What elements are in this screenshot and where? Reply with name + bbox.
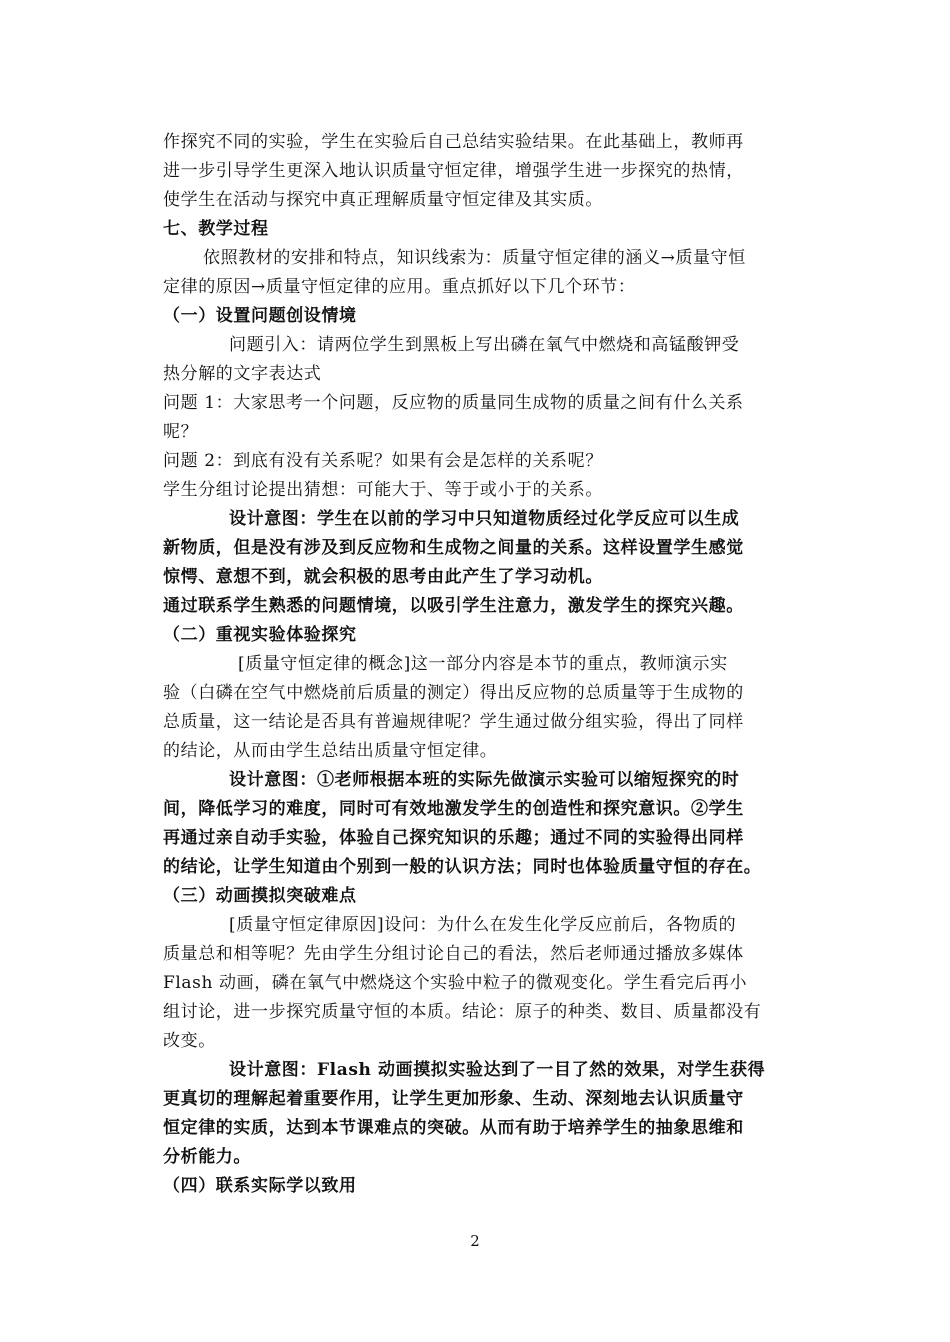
- paragraph-line: 进一步引导学生更深入地认识质量守恒定律，增强学生进一步探究的热情，: [163, 161, 744, 181]
- design-intent-line: 设计意图：学生在以前的学习中只知道物质经过化学反应可以生成: [229, 509, 740, 529]
- subsection-heading: （三）动画摸拟突破难点: [163, 886, 357, 906]
- subsection-heading: （二）重视实验体验探究: [163, 625, 357, 645]
- paragraph-line: 总质量，这一结论是否具有普遍规律呢？学生通过做分组实验，得出了同样: [163, 712, 744, 732]
- paragraph-line: 的结论，从而由学生总结出质量守恒定律。: [163, 741, 498, 761]
- subsection-heading: （四）联系实际学以致用: [163, 1176, 357, 1196]
- paragraph-line: 热分解的文字表达式: [163, 364, 322, 384]
- paragraph-line: 作探究不同的实验，学生在实验后自己总结实验结果。在此基础上，教师再: [163, 132, 744, 152]
- design-intent-line: 设计意图：Flash 动画摸拟实验达到了一目了然的效果，对学生获得: [229, 1060, 766, 1080]
- section-heading: 七、教学过程: [163, 219, 269, 239]
- paragraph-line: 学生分组讨论提出猜想：可能大于、等于或小于的关系。: [163, 480, 603, 500]
- design-intent-line: 惊愕、意想不到，就会积极的思考由此产生了学习动机。: [163, 567, 603, 587]
- paragraph-line: [质量守恒定律原因]设问：为什么在发生化学反应前后，各物质的: [229, 915, 737, 935]
- design-intent-line: 恒定律的实质，达到本节课难点的突破。从而有助于培养学生的抽象思维和: [163, 1118, 744, 1138]
- design-intent-line: 设计意图：①老师根据本班的实际先做演示实验可以缩短探究的时: [229, 770, 740, 790]
- paragraph-line: 组讨论，进一步探究质量守恒的本质。结论：原子的种类、数目、质量都没有: [163, 1002, 762, 1022]
- design-intent-line: 间，降低学习的难度，同时可有效地激发学生的创造性和探究意识。②学生: [163, 799, 744, 819]
- design-intent-line: 的结论，让学生知道由个别到一般的认识方法；同时也体验质量守恒的存在。: [163, 857, 762, 877]
- paragraph-line: 定律的原因→质量守恒定律的应用。重点抓好以下几个环节：: [163, 277, 636, 297]
- design-intent-line: 通过联系学生熟悉的问题情境，以吸引学生注意力，激发学生的探究兴趣。: [163, 596, 744, 616]
- paragraph-line: 呢？: [163, 422, 199, 442]
- paragraph-line: 问题 2：到底有没有关系呢？如果有会是怎样的关系呢？: [163, 451, 603, 471]
- paragraph-line: 使学生在活动与探究中真正理解质量守恒定律及其实质。: [163, 190, 603, 210]
- subsection-heading: （一）设置问题创设情境: [163, 306, 357, 326]
- paragraph-line: 问题 1：大家思考一个问题，反应物的质量同生成物的质量之间有什么关系: [163, 393, 744, 413]
- page-number: 2: [470, 1232, 480, 1250]
- paragraph-line: 依照教材的安排和特点，知识线索为：质量守恒定律的涵义→质量守恒: [203, 248, 746, 268]
- design-intent-line: 再通过亲自动手实验，体验自己探究知识的乐趣；通过不同的实验得出同样: [163, 828, 744, 848]
- design-intent-line: 分析能力。: [163, 1147, 251, 1167]
- paragraph-line: 问题引入：请两位学生到黑板上写出磷在氧气中燃烧和高锰酸钾受: [229, 335, 740, 355]
- paragraph-line: 质量总和相等呢？先由学生分组讨论自己的看法，然后老师通过播放多媒体: [163, 944, 744, 964]
- design-intent-line: 新物质，但是没有涉及到反应物和生成物之间量的关系。这样设置学生感觉: [163, 538, 744, 558]
- paragraph-line: 验（白磷在空气中燃烧前后质量的测定）得出反应物的总质量等于生成物的: [163, 683, 744, 703]
- paragraph-line: 改变。: [163, 1031, 216, 1051]
- design-intent-line: 更真切的理解起着重要作用，让学生更加形象、生动、深刻地去认识质量守: [163, 1089, 744, 1109]
- paragraph-line: [质量守恒定律的概念]这一部分内容是本节的重点，教师演示实: [238, 654, 728, 674]
- paragraph-line: Flash 动画，磷在氧气中燃烧这个实验中粒子的微观变化。学生看完后再小: [163, 973, 748, 993]
